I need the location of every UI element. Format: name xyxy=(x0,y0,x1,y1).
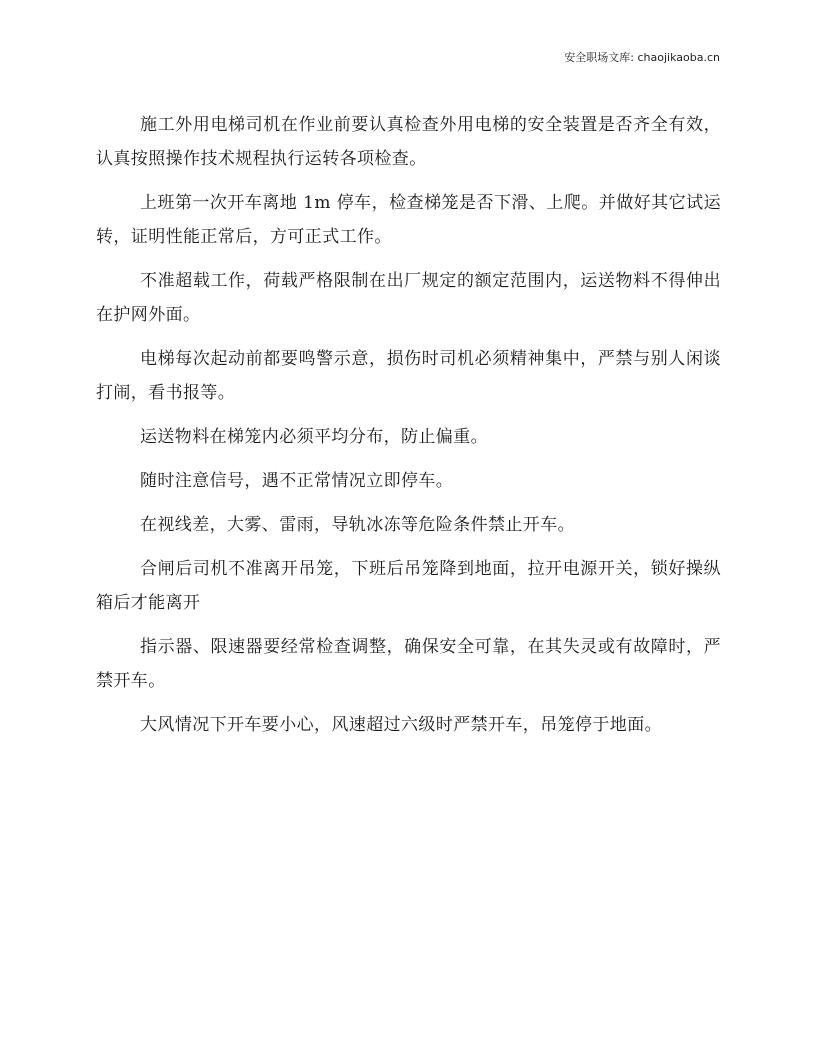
paragraph: 施工外用电梯司机在作业前要认真检查外用电梯的安全装置是否齐全有效，认真按照操作技术规程执行运转各项检查。 xyxy=(96,115,721,169)
paragraph: 上班第一次开车离地 1m 停车，检查梯笼是否下滑、上爬。并做好其它试运转，证明性能正常后，方可正式工作。 xyxy=(96,193,721,247)
paragraph: 电梯每次起动前都要鸣警示意，损伤时司机必须精神集中，严禁与别人闲谈打闹，看书报等。 xyxy=(96,349,721,403)
paragraph: 随时注意信号，遇不正常情况立即停车。 xyxy=(140,471,454,491)
document-body xyxy=(96,108,721,752)
page-header-site-label: 安全职场文库: chaojikaoba.cn xyxy=(564,51,720,64)
paragraph: 在视线差，大雾、雷雨，导轨冰冻等危险条件禁止开车。 xyxy=(140,515,575,535)
paragraph: 大风情况下开车要小心，风速超过六级时严禁开车，吊笼停于地面。 xyxy=(140,715,662,735)
paragraph: 指示器、限速器要经常检查调整，确保安全可靠，在其失灵或有故障时，严禁开车。 xyxy=(96,637,721,691)
paragraph: 运送物料在梯笼内必须平均分布，防止偏重。 xyxy=(140,427,488,447)
paragraph: 合闸后司机不准离开吊笼，下班后吊笼降到地面，拉开电源开关，锁好操纵箱后才能离开 xyxy=(96,559,721,613)
paragraph: 不准超载工作，荷载严格限制在出厂规定的额定范围内，运送物料不得伸出在护网外面。 xyxy=(96,271,721,325)
